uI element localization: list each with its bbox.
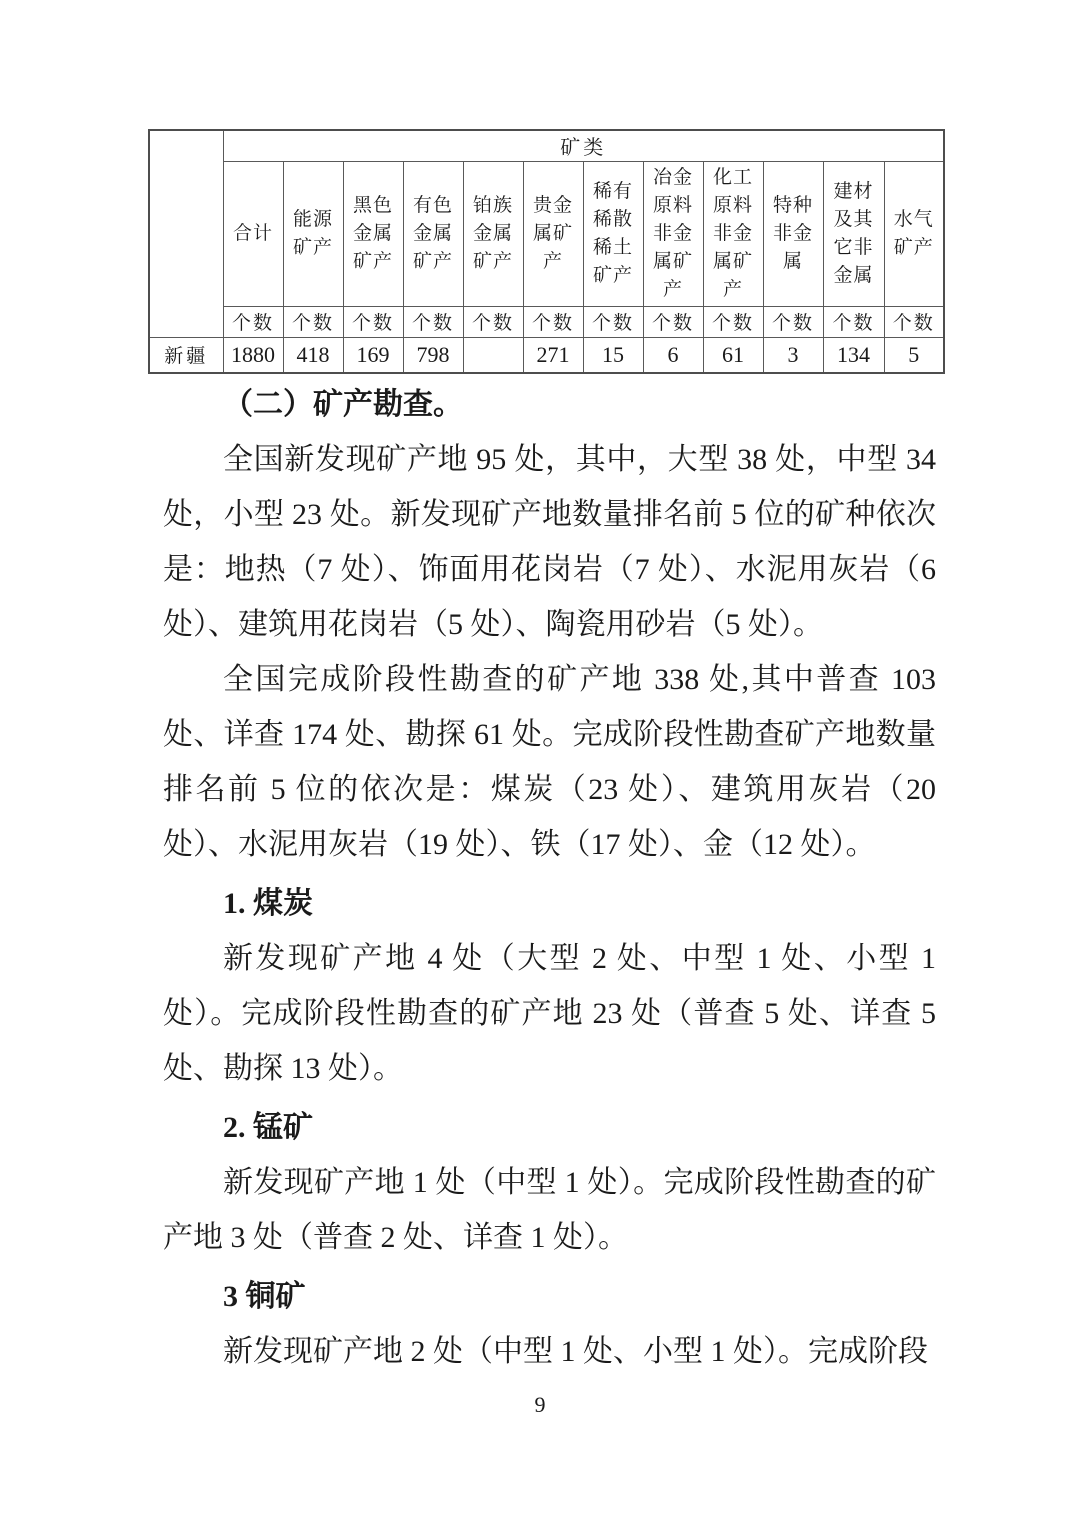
paragraph-copper: 新发现矿产地 2 处（中型 1 处、小型 1 处）。完成阶段 [223, 1335, 928, 1368]
column-header: 建材及其它非金属 [823, 161, 884, 306]
value-cell: 61 [703, 337, 763, 373]
value-cell: 3 [763, 337, 823, 373]
value-cell: 1880 [223, 337, 283, 373]
value-cell: 6 [643, 337, 703, 373]
region-label: 新疆 [149, 337, 223, 373]
subsection-title-copper: 3 铜矿 [223, 1280, 306, 1313]
unit-cell: 个数 [703, 306, 763, 337]
column-header: 贵金属矿产 [523, 161, 583, 306]
paragraph-manganese: 新发现矿产地 1 处（中型 1 处）。完成阶段性勘查的矿产地 3 处（普查 2 处、详查 1 处）。 [163, 1166, 936, 1254]
value-cell: 15 [583, 337, 643, 373]
table-corner-cell [149, 130, 223, 337]
paragraph-coal: 新发现矿产地 4 处（大型 2 处、中型 1 处、小型 1 处）。完成阶段性勘查的矿产地 23 处（普查 5 处、详查 5 处、勘探 13 处）。 [163, 942, 936, 1085]
value-cell: 5 [884, 337, 944, 373]
page-number: 9 [534, 1392, 546, 1417]
value-cell [463, 337, 523, 373]
value-cell: 169 [343, 337, 403, 373]
column-header: 有色金属矿产 [403, 161, 463, 306]
column-header: 冶金原料非金属矿产 [643, 161, 703, 306]
unit-cell: 个数 [403, 306, 463, 337]
column-header: 合计 [223, 161, 283, 306]
unit-cell: 个数 [583, 306, 643, 337]
value-cell: 418 [283, 337, 343, 373]
unit-cell: 个数 [343, 306, 403, 337]
column-header: 特种非金属 [763, 161, 823, 306]
document-body [163, 377, 936, 1379]
column-header: 黑色金属矿产 [343, 161, 403, 306]
table-group-header: 矿类 [223, 130, 944, 161]
subsection-title-manganese: 2. 锰矿 [223, 1111, 313, 1144]
unit-cell: 个数 [823, 306, 884, 337]
value-cell: 134 [823, 337, 884, 373]
column-header: 铂族金属矿产 [463, 161, 523, 306]
unit-cell: 个数 [643, 306, 703, 337]
section-heading-exploration: （二）矿产勘查。 [223, 388, 463, 421]
unit-cell: 个数 [463, 306, 523, 337]
unit-cell: 个数 [223, 306, 283, 337]
unit-cell: 个数 [763, 306, 823, 337]
column-header: 化工原料非金属矿产 [703, 161, 763, 306]
unit-cell: 个数 [884, 306, 944, 337]
column-header: 稀有稀散稀土矿产 [583, 161, 643, 306]
value-cell: 798 [403, 337, 463, 373]
paragraph-staged-exploration: 全国完成阶段性勘查的矿产地 338 处,其中普查 103 处、详查 174 处、勘探 61 处。完成阶段性勘查矿产地数量排名前 5 位的依次是：煤炭（23 处）、建筑用灰岩（20 处）、水泥用灰岩（19 处）、铁（17 处）、金（12 处）。 [163, 663, 936, 861]
minerals-statistics-table [148, 129, 945, 374]
unit-cell: 个数 [523, 306, 583, 337]
unit-cell: 个数 [283, 306, 343, 337]
value-cell: 271 [523, 337, 583, 373]
paragraph-new-discoveries: 全国新发现矿产地 95 处，其中，大型 38 处，中型 34 处，小型 23 处。新发现矿产地数量排名前 5 位的矿种依次是：地热（7 处）、饰面用花岗岩（7 处）、水泥用灰岩（6 处）、建筑用花岗岩（5 处）、陶瓷用砂岩（5 处）。 [163, 443, 936, 641]
column-header: 能源矿产 [283, 161, 343, 306]
column-header: 水气矿产 [884, 161, 944, 306]
subsection-title-coal: 1. 煤炭 [223, 887, 313, 920]
